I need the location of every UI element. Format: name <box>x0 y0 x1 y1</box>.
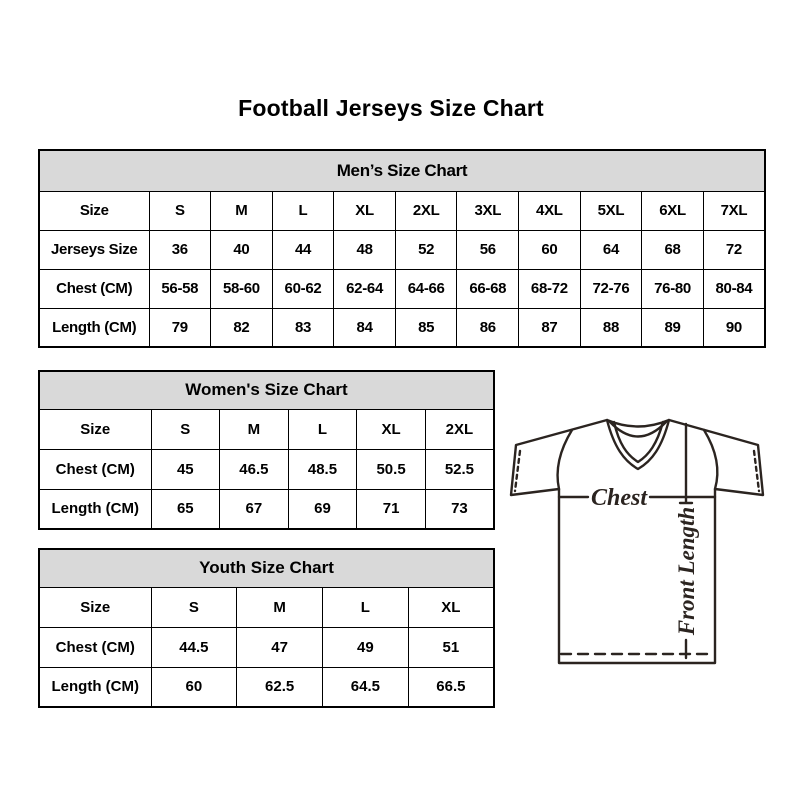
column-header: L <box>323 587 409 627</box>
table-cell: 64 <box>580 230 642 269</box>
table-cell: 48 <box>334 230 396 269</box>
mens-size-table <box>38 149 766 348</box>
table-cell: 60 <box>519 230 581 269</box>
table-row <box>39 627 494 667</box>
table-cell: 80-84 <box>703 269 765 308</box>
jersey-outline-shape <box>511 420 763 663</box>
table-cell: 71 <box>357 489 426 529</box>
row-label: Length (CM) <box>39 667 151 707</box>
table-cell: 56-58 <box>149 269 211 308</box>
table-cell: 49 <box>323 627 409 667</box>
row-label: Chest (CM) <box>39 449 151 489</box>
table-cell: 45 <box>151 449 220 489</box>
table-cell: 52 <box>395 230 457 269</box>
column-header: XL <box>334 191 396 230</box>
column-header: M <box>220 409 289 449</box>
table-title-row <box>39 371 494 409</box>
table-cell: 50.5 <box>357 449 426 489</box>
table-cell: 88 <box>580 308 642 347</box>
table-cell: 66-68 <box>457 269 519 308</box>
column-header: XL <box>408 587 494 627</box>
table-cell: 47 <box>237 627 323 667</box>
table-cell: 85 <box>395 308 457 347</box>
column-header: M <box>237 587 323 627</box>
table-cell: 51 <box>408 627 494 667</box>
table-cell: 66.5 <box>408 667 494 707</box>
column-header: 5XL <box>580 191 642 230</box>
table-cell: 46.5 <box>220 449 289 489</box>
table-title-row <box>39 150 765 191</box>
table-title-row <box>39 549 494 587</box>
table-title: Men’s Size Chart <box>39 150 765 191</box>
chest-label: Chest <box>590 485 648 511</box>
table-cell: 65 <box>151 489 220 529</box>
table-header-row <box>39 587 494 627</box>
table-cell: 87 <box>519 308 581 347</box>
table-cell: 64.5 <box>323 667 409 707</box>
table-header-row <box>39 409 494 449</box>
table-cell: 90 <box>703 308 765 347</box>
column-header: 2XL <box>425 409 494 449</box>
table-cell: 72 <box>703 230 765 269</box>
front-length-label: Front Length <box>674 506 699 636</box>
row-label: Chest (CM) <box>39 269 149 308</box>
jersey-measurement-diagram <box>500 399 772 684</box>
table-cell: 60-62 <box>272 269 334 308</box>
table-title: Youth Size Chart <box>39 549 494 587</box>
table-cell: 68 <box>642 230 704 269</box>
table-cell: 48.5 <box>288 449 357 489</box>
column-header: L <box>288 409 357 449</box>
row-label: Length (CM) <box>39 489 151 529</box>
table-cell: 79 <box>149 308 211 347</box>
womens-size-table <box>38 370 495 530</box>
table-row <box>39 667 494 707</box>
table-cell: 67 <box>220 489 289 529</box>
column-header: Size <box>39 191 149 230</box>
table-cell: 64-66 <box>395 269 457 308</box>
table-cell: 58-60 <box>211 269 273 308</box>
column-header: XL <box>357 409 426 449</box>
column-header: 7XL <box>703 191 765 230</box>
table-cell: 82 <box>211 308 273 347</box>
column-header: L <box>272 191 334 230</box>
column-header: 2XL <box>395 191 457 230</box>
table-title: Women's Size Chart <box>39 371 494 409</box>
table-cell: 52.5 <box>425 449 494 489</box>
table-cell: 62-64 <box>334 269 396 308</box>
table-row <box>39 449 494 489</box>
table-row <box>39 269 765 308</box>
table-cell: 76-80 <box>642 269 704 308</box>
table-cell: 69 <box>288 489 357 529</box>
youth-size-table <box>38 548 495 708</box>
table-header-row <box>39 191 765 230</box>
table-cell: 62.5 <box>237 667 323 707</box>
column-header: S <box>149 191 211 230</box>
table-row <box>39 230 765 269</box>
table-cell: 40 <box>211 230 273 269</box>
table-cell: 73 <box>425 489 494 529</box>
column-header: 4XL <box>519 191 581 230</box>
column-header: 3XL <box>457 191 519 230</box>
table-cell: 56 <box>457 230 519 269</box>
table-cell: 68-72 <box>519 269 581 308</box>
table-cell: 44.5 <box>151 627 237 667</box>
table-cell: 60 <box>151 667 237 707</box>
table-cell: 72-76 <box>580 269 642 308</box>
column-header: 6XL <box>642 191 704 230</box>
column-header: S <box>151 409 220 449</box>
row-label: Chest (CM) <box>39 627 151 667</box>
column-header: S <box>151 587 237 627</box>
column-header: Size <box>39 409 151 449</box>
table-cell: 83 <box>272 308 334 347</box>
table-cell: 44 <box>272 230 334 269</box>
table-cell: 89 <box>642 308 704 347</box>
table-cell: 86 <box>457 308 519 347</box>
table-cell: 36 <box>149 230 211 269</box>
column-header: M <box>211 191 273 230</box>
table-row <box>39 489 494 529</box>
row-label: Jerseys Size <box>39 230 149 269</box>
table-cell: 84 <box>334 308 396 347</box>
column-header: Size <box>39 587 151 627</box>
table-row <box>39 308 765 347</box>
row-label: Length (CM) <box>39 308 149 347</box>
page-title: Football Jerseys Size Chart <box>238 95 544 121</box>
